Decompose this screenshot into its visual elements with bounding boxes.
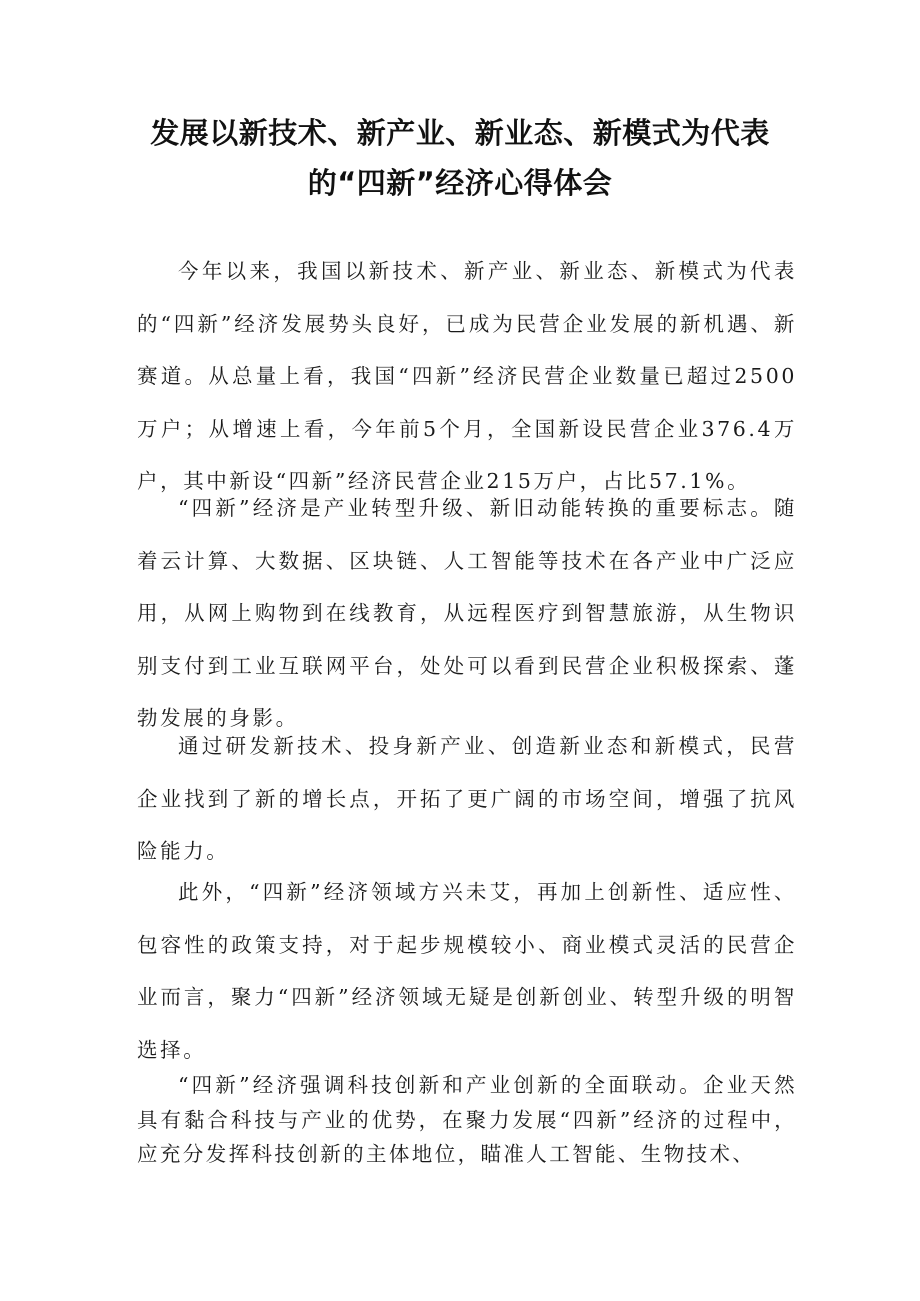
- paragraph-1: 今年以来，我国以新技术、新产业、新业态、新模式为代表的“四新”经济发展势头良好，已成为民营企业发展的新机遇、新赛道。从总量上看，我国“四新”经济民营企业数量已超过2500万户；从增速上看，今年前5个月，全国新设民营企业376.4万户，其中新设“四新”经济民营企业215万户，占比57.1%。: [137, 259, 797, 493]
- paragraph-3: 通过研发新技术、投身新产业、创造新业态和新模式，民营企业找到了新的增长点，开拓了更广阔的市场空间，增强了抗风险能力。: [137, 734, 797, 863]
- paragraph-2: “四新”经济是产业转型升级、新旧动能转换的重要标志。随着云计算、大数据、区块链、人工智能等技术在各产业中广泛应用，从网上购物到在线教育，从远程医疗到智慧旅游，从生物识别支付到工业互联网平台，处处可以看到民营企业积极探索、蓬勃发展的身影。: [137, 496, 797, 730]
- document-title: 发展以新技术、新产业、新业态、新模式为代表的“四新”经济心得体会: [150, 116, 770, 200]
- paragraph-4: 此外，“四新”经济领域方兴未艾，再加上创新性、适应性、包容性的政策支持，对于起步规模较小、商业模式灵活的民营企业而言，聚力“四新”经济领域无疑是创新创业、转型升级的明智选择。: [137, 880, 797, 1062]
- paragraph-5: “四新”经济强调科技创新和产业创新的全面联动。企业天然具有黏合科技与产业的优势，在聚力发展“四新”经济的过程中，应充分发挥科技创新的主体地位，瞄准人工智能、生物技术、: [137, 1073, 797, 1166]
